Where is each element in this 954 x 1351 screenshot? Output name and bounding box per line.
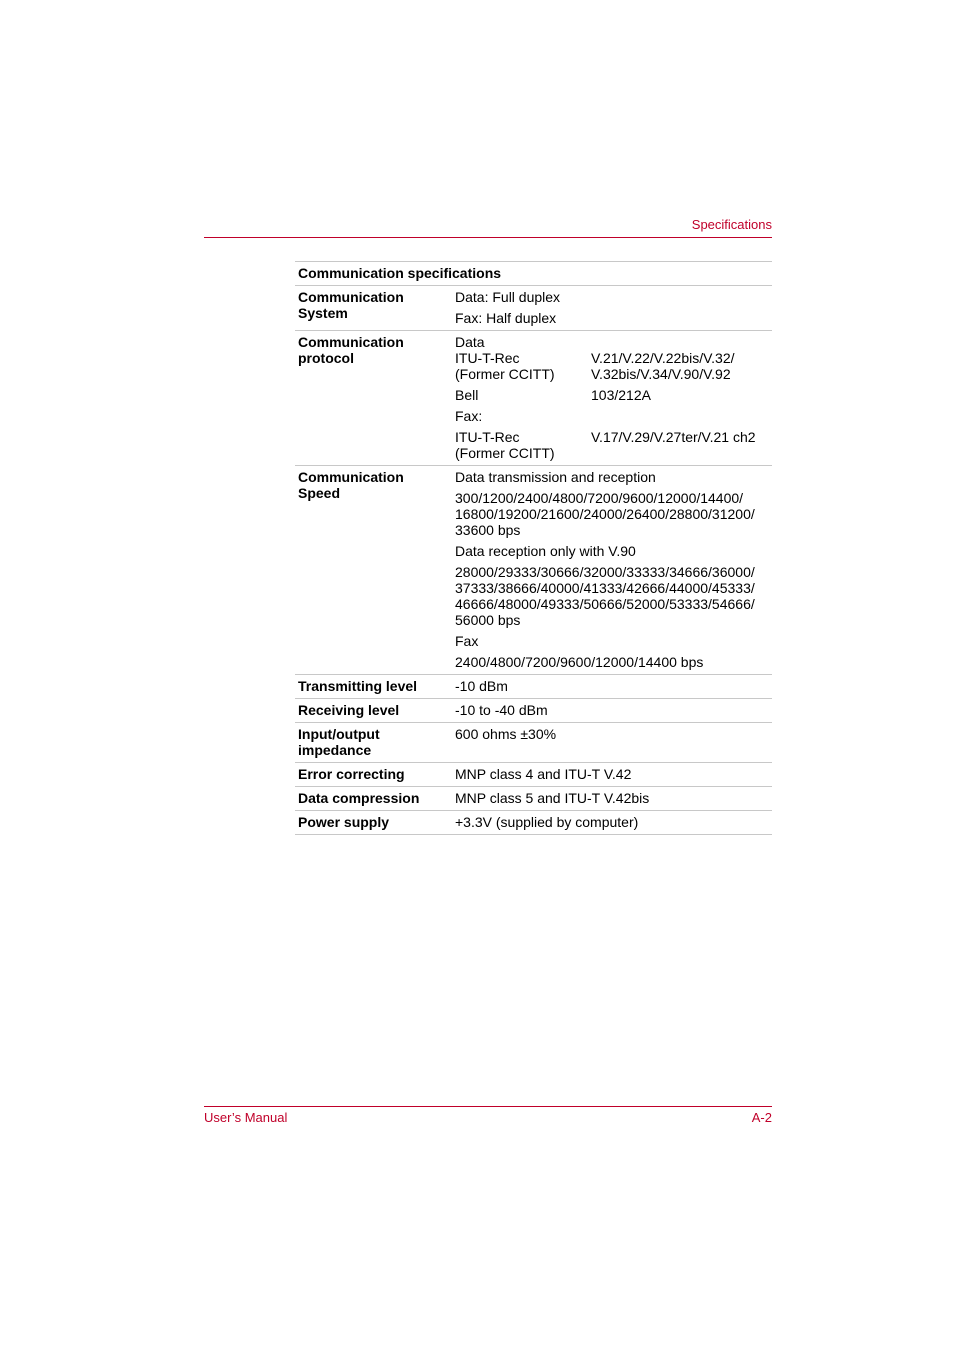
value-line: 16800/19200/21600/24000/26400/28800/31200/ — [455, 506, 755, 522]
row-value: MNP class 5 and ITU-T V.42bis — [452, 787, 772, 811]
label-line: Communication — [298, 334, 404, 350]
label-line: impedance — [298, 742, 372, 758]
running-header-title: Specifications — [691, 217, 772, 232]
protocol-fax-heading — [455, 408, 769, 424]
value-line: (Former CCITT) — [455, 445, 555, 461]
table-row-system — [295, 286, 772, 331]
table-row-power-supply — [295, 811, 772, 835]
protocol-bell-pair — [455, 387, 769, 403]
protocol-itu-pair — [455, 350, 769, 382]
value-line: Fax: Half duplex — [455, 310, 557, 326]
value-line: Bell — [455, 387, 479, 403]
value-line: 37333/38666/40000/41333/42666/44000/45333/ — [455, 580, 755, 596]
value-line: ITU-T-Rec — [455, 429, 520, 445]
footer-manual-name: User’s Manual — [204, 1110, 288, 1125]
row-label-speed — [295, 466, 452, 675]
protocol-fax-itu-pair — [455, 429, 769, 461]
value-line: Data transmission and reception — [455, 469, 656, 485]
header-divider — [204, 237, 772, 238]
label-line: Communication — [298, 469, 404, 485]
value-line: V.17/V.29/V.27ter/V.21 ch2 — [591, 429, 756, 445]
communication-spec-table — [295, 261, 772, 835]
row-value-speed — [452, 466, 772, 675]
table-title: Communication specifications — [295, 262, 772, 286]
table-row-data-compression — [295, 787, 772, 811]
label-line: protocol — [298, 350, 354, 366]
row-value: MNP class 4 and ITU-T V.42 — [452, 763, 772, 787]
value-line: 33600 bps — [455, 522, 521, 538]
value-line: V.21/V.22/V.22bis/V.32/ — [591, 350, 735, 366]
table-row-impedance — [295, 723, 772, 763]
value-line: Data reception only with V.90 — [455, 543, 636, 559]
value-block — [455, 490, 769, 538]
table-row-protocol — [295, 331, 772, 466]
label-line: Speed — [298, 485, 341, 501]
value-block — [455, 564, 769, 628]
value-line: Data: Full duplex — [455, 289, 561, 305]
row-label-system — [295, 286, 452, 331]
row-label: Power supply — [295, 811, 452, 835]
row-value-system — [452, 286, 772, 331]
value-line: 103/212A — [591, 387, 651, 403]
footer-divider — [204, 1106, 772, 1107]
value-line: 46666/48000/49333/50666/52000/53333/54666/ — [455, 596, 755, 612]
footer-page-number: A-2 — [751, 1110, 772, 1125]
value-line: Fax — [455, 633, 479, 649]
value-line: 300/1200/2400/4800/7200/9600/12000/14400/ — [455, 490, 744, 506]
value-line: ITU-T-Rec — [455, 350, 520, 366]
row-value-protocol — [452, 331, 772, 466]
table-row-error-correcting — [295, 763, 772, 787]
table-row-speed — [295, 466, 772, 675]
protocol-data-heading: Data — [455, 334, 485, 350]
row-label-protocol — [295, 331, 452, 466]
row-label: Data compression — [295, 787, 452, 811]
row-label-impedance — [295, 723, 452, 763]
row-value: -10 dBm — [452, 675, 772, 699]
value-line: V.32bis/V.34/V.90/V.92 — [591, 366, 731, 382]
row-value: -10 to -40 dBm — [452, 699, 772, 723]
row-value: 600 ohms ±30% — [452, 723, 772, 763]
value-line: 28000/29333/30666/32000/33333/34666/36000/ — [455, 564, 755, 580]
value-line: (Former CCITT) — [455, 366, 555, 382]
row-label: Error correcting — [295, 763, 452, 787]
label-line: Input/output — [298, 726, 380, 742]
value-line: 2400/4800/7200/9600/12000/14400 bps — [455, 654, 704, 670]
row-value: +3.3V (supplied by computer) — [452, 811, 772, 835]
table-title-row — [295, 262, 772, 286]
label-line: Communication — [298, 289, 404, 305]
value-line: Fax: — [455, 408, 483, 424]
row-label: Transmitting level — [295, 675, 452, 699]
value-line: 56000 bps — [455, 612, 521, 628]
table-row-transmitting-level — [295, 675, 772, 699]
label-line: System — [298, 305, 348, 321]
row-label: Receiving level — [295, 699, 452, 723]
table-row-receiving-level — [295, 699, 772, 723]
